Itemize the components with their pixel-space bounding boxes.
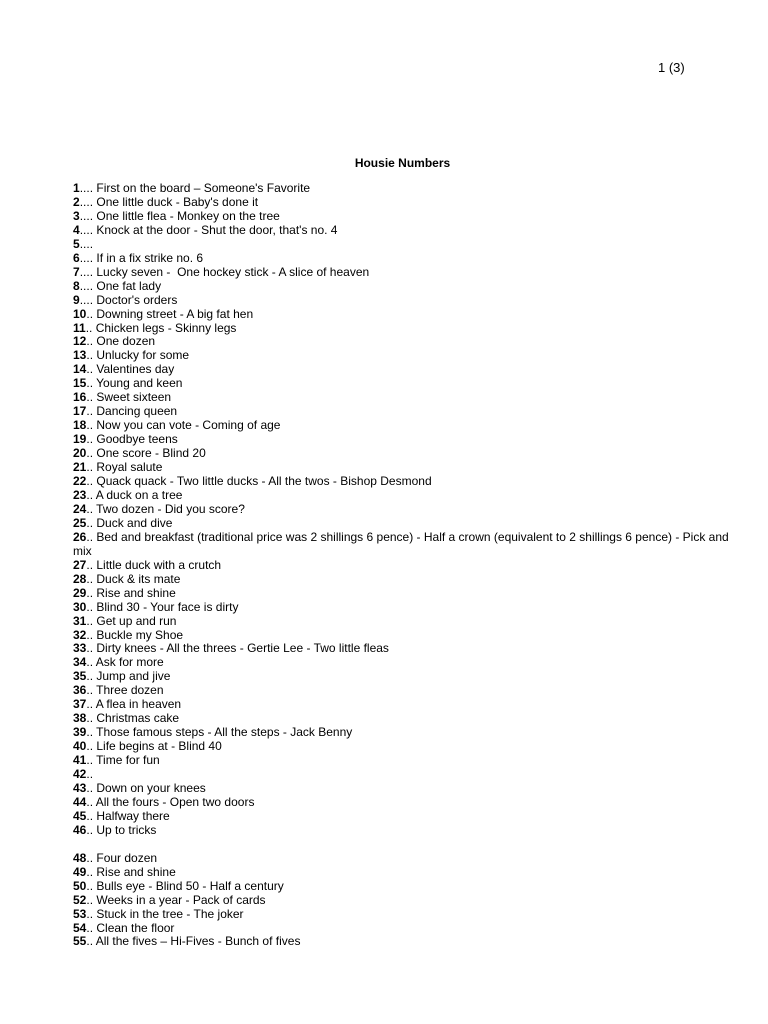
entry-separator: .. xyxy=(86,432,94,447)
entry-text: Those famous steps - All the steps - Jack Benny xyxy=(93,725,353,740)
list-item xyxy=(73,447,733,461)
list-item xyxy=(73,629,733,643)
entry-text: Quack quack - Two little ducks - All the twos - Bishop Desmond xyxy=(93,474,432,489)
list-item xyxy=(73,740,733,754)
entry-separator: .. xyxy=(86,446,94,461)
entry-text: One score - Blind 20 xyxy=(93,446,206,461)
list-item xyxy=(73,642,733,656)
entry-separator: .. xyxy=(86,613,94,628)
list-item xyxy=(73,587,733,601)
entry-separator: .. xyxy=(86,474,94,489)
entry-text: Ask for more xyxy=(93,655,164,670)
list-item xyxy=(73,796,733,810)
entry-separator: .. xyxy=(86,669,94,684)
blank-line xyxy=(73,838,733,852)
entry-number: 18 xyxy=(73,418,87,433)
entry-number: 44 xyxy=(73,794,87,809)
list-item xyxy=(73,670,733,684)
list-item xyxy=(73,433,733,447)
document-title: Housie Numbers xyxy=(354,156,451,170)
entry-text: Weeks in a year - Pack of cards xyxy=(93,892,266,907)
entry-number: 45 xyxy=(73,808,87,823)
entry-separator: .. xyxy=(86,753,94,768)
entry-separator: .. xyxy=(85,320,93,335)
entry-number: 14 xyxy=(73,362,87,377)
entry-text: Stuck in the tree - The joker xyxy=(93,906,244,921)
entry-separator: .. xyxy=(86,780,94,795)
entry-number: 23 xyxy=(73,487,87,502)
entry-separator: .. xyxy=(86,683,94,698)
entry-separator: .. xyxy=(86,920,94,935)
entry-text: One fat lady xyxy=(93,278,162,293)
entry-text: Three dozen xyxy=(93,683,164,698)
list-item xyxy=(73,531,733,559)
entry-separator: .. xyxy=(86,725,94,740)
entry-separator: .. xyxy=(86,599,94,614)
entry-separator: .. xyxy=(86,515,94,530)
list-item xyxy=(73,475,733,489)
entry-text: First on the board – Someone's Favorite xyxy=(93,181,311,195)
entry-text: A flea in heaven xyxy=(93,697,182,712)
entry-separator: .. xyxy=(86,864,94,879)
entry-text: Doctor's orders xyxy=(93,292,178,307)
entry-separator: .. xyxy=(86,878,94,893)
entry-text: Two dozen - Did you score? xyxy=(93,501,245,516)
entry-text: All the fives – Hi-Fives - Bunch of fives xyxy=(93,934,301,949)
entry-number: 29 xyxy=(73,585,87,600)
entry-text: Goodbye teens xyxy=(93,432,178,447)
entry-number: 15 xyxy=(73,376,87,391)
list-item xyxy=(73,182,733,196)
entry-text: Rise and shine xyxy=(93,864,176,879)
entry-text: Rise and shine xyxy=(93,585,176,600)
entry-number: 6 xyxy=(73,250,80,265)
list-item xyxy=(73,238,733,252)
entry-separator: .. xyxy=(86,376,94,391)
entry-text: Duck and dive xyxy=(93,515,173,530)
list-item xyxy=(73,712,733,726)
entry-number: 2 xyxy=(73,194,80,209)
entry-separator: .. xyxy=(86,571,94,586)
entry-number: 26 xyxy=(73,529,87,544)
entry-number: 33 xyxy=(73,641,87,656)
list-item xyxy=(73,656,733,670)
entry-number: 38 xyxy=(73,711,87,726)
housie-number-list xyxy=(73,182,733,949)
entry-number: 8 xyxy=(73,278,80,293)
entry-number: 50 xyxy=(73,878,87,893)
entry-separator: .. xyxy=(86,934,94,949)
list-item xyxy=(73,908,733,922)
entry-separator: .. xyxy=(86,767,94,782)
entry-separator: .. xyxy=(86,334,94,349)
list-item xyxy=(73,391,733,405)
entry-text: Sweet sixteen xyxy=(93,390,172,405)
entry-number: 34 xyxy=(73,655,87,670)
list-item xyxy=(73,726,733,740)
list-item xyxy=(73,503,733,517)
entry-text: Christmas cake xyxy=(93,711,180,726)
entry-separator: .. xyxy=(86,390,94,405)
entry-number: 17 xyxy=(73,404,87,419)
entry-separator: .. xyxy=(86,501,94,516)
entry-separator: .. xyxy=(86,892,94,907)
entry-number: 28 xyxy=(73,571,87,586)
entry-text: Lucky seven - One hockey stick - A slice of heaven xyxy=(93,264,370,279)
entry-text: Unlucky for some xyxy=(93,348,190,363)
list-item xyxy=(73,349,733,363)
entry-text: One dozen xyxy=(93,334,156,349)
list-item xyxy=(73,266,733,280)
list-item xyxy=(73,489,733,503)
entry-number: 11 xyxy=(73,320,86,335)
list-item xyxy=(73,573,733,587)
entry-separator: .. xyxy=(86,739,94,754)
entry-separator: .... xyxy=(79,222,94,237)
list-item xyxy=(73,935,733,949)
entry-number: 52 xyxy=(73,892,87,907)
list-item xyxy=(73,224,733,238)
list-item xyxy=(73,419,733,433)
entry-text: Dancing queen xyxy=(93,404,178,419)
list-item xyxy=(73,461,733,475)
list-item xyxy=(73,810,733,824)
entry-text: Now you can vote - Coming of age xyxy=(93,418,281,433)
entry-separator: .... xyxy=(79,278,94,293)
entry-separator: .. xyxy=(86,585,94,600)
list-item xyxy=(73,322,733,336)
list-item xyxy=(73,782,733,796)
entry-number: 35 xyxy=(73,669,87,684)
list-item xyxy=(73,922,733,936)
entry-separator: .... xyxy=(79,194,94,209)
entry-separator: .. xyxy=(86,850,94,865)
entry-number: 40 xyxy=(73,739,87,754)
list-item xyxy=(73,377,733,391)
entry-number: 7 xyxy=(73,264,80,279)
entry-number: 3 xyxy=(73,208,80,223)
entry-text: Get up and run xyxy=(93,613,177,628)
entry-text: Up to tricks xyxy=(93,822,157,837)
list-item xyxy=(73,684,733,698)
entry-separator: .. xyxy=(86,794,94,809)
entry-number: 49 xyxy=(73,864,87,879)
entry-number: 42 xyxy=(73,767,87,782)
list-item xyxy=(73,768,733,782)
entry-number: 13 xyxy=(73,348,87,363)
entry-number: 5 xyxy=(73,236,80,251)
list-item xyxy=(73,210,733,224)
entry-separator: .. xyxy=(86,460,94,475)
entry-text: Blind 30 - Your face is dirty xyxy=(93,599,239,614)
entry-number: 30 xyxy=(73,599,87,614)
entry-separator: .. xyxy=(86,529,94,544)
entry-number: 55 xyxy=(73,934,87,949)
entry-separator: .. xyxy=(86,641,94,656)
entry-text: Downing street - A big fat hen xyxy=(93,306,254,321)
list-item xyxy=(73,280,733,294)
entry-text: Dirty knees - All the threes - Gertie Lee - Two little fleas xyxy=(93,641,389,656)
entry-separator: .. xyxy=(86,906,94,921)
entry-number: 46 xyxy=(73,822,87,837)
list-item xyxy=(73,405,733,419)
entry-separator: .. xyxy=(86,822,94,837)
entry-text: A duck on a tree xyxy=(93,487,183,502)
list-item xyxy=(73,698,733,712)
entry-number: 39 xyxy=(73,725,87,740)
entry-separator: .. xyxy=(86,348,94,363)
entry-number: 43 xyxy=(73,780,87,795)
entry-number: 37 xyxy=(73,697,87,712)
entry-separator: .. xyxy=(86,557,94,572)
entry-separator: .. xyxy=(86,627,94,642)
list-item xyxy=(73,852,733,866)
entry-text: Jump and jive xyxy=(93,669,171,684)
entry-text: All the fours - Open two doors xyxy=(93,794,255,809)
entry-text: Down on your knees xyxy=(93,780,206,795)
entry-separator: .. xyxy=(86,306,94,321)
entry-number: 53 xyxy=(73,906,87,921)
list-item xyxy=(73,252,733,266)
entry-number: 48 xyxy=(73,850,87,865)
entry-separator: .... xyxy=(79,292,94,307)
entry-number: 16 xyxy=(73,390,87,405)
list-item xyxy=(73,363,733,377)
entry-number: 36 xyxy=(73,683,87,698)
entry-separator: .. xyxy=(86,655,94,670)
entry-text: One little duck - Baby's done it xyxy=(93,194,259,209)
entry-number: 9 xyxy=(73,292,80,307)
entry-text: Life begins at - Blind 40 xyxy=(93,739,222,754)
entry-number: 10 xyxy=(73,306,87,321)
entry-number: 31 xyxy=(73,613,87,628)
list-item xyxy=(73,196,733,210)
entry-text: If in a fix strike no. 6 xyxy=(93,250,204,265)
entry-text: Buckle my Shoe xyxy=(93,627,184,642)
entry-number: 32 xyxy=(73,627,87,642)
entry-text: Duck & its mate xyxy=(93,571,181,586)
entry-text: Knock at the door - Shut the door, that's no. 4 xyxy=(93,222,338,237)
list-item xyxy=(73,517,733,531)
entry-text: Bulls eye - Blind 50 - Half a century xyxy=(93,878,284,893)
list-item xyxy=(73,824,733,838)
list-item xyxy=(73,294,733,308)
entry-number: 54 xyxy=(73,920,87,935)
entry-separator: .... xyxy=(79,250,94,265)
list-item xyxy=(73,559,733,573)
entry-number: 12 xyxy=(73,334,87,349)
entry-text: Chicken legs - Skinny legs xyxy=(92,320,237,335)
entry-text: Young and keen xyxy=(93,376,183,391)
entry-number: 19 xyxy=(73,432,87,447)
entry-separator: .. xyxy=(86,487,94,502)
entry-separator: .... xyxy=(79,181,94,195)
list-item xyxy=(73,308,733,322)
entry-number: 4 xyxy=(73,222,80,237)
page-number: 1 (3) xyxy=(658,60,685,75)
entry-separator: .. xyxy=(86,711,94,726)
entry-number: 24 xyxy=(73,501,87,516)
entry-text: One little flea - Monkey on the tree xyxy=(93,208,280,223)
list-item xyxy=(73,866,733,880)
list-item xyxy=(73,615,733,629)
entry-separator: .. xyxy=(86,808,94,823)
entry-number: 27 xyxy=(73,557,87,572)
list-item xyxy=(73,601,733,615)
list-item xyxy=(73,754,733,768)
entry-number: 1 xyxy=(73,181,80,195)
entry-text: Little duck with a crutch xyxy=(93,557,222,572)
entry-number: 20 xyxy=(73,446,87,461)
list-item xyxy=(73,894,733,908)
entry-separator: .. xyxy=(86,418,94,433)
entry-number: 41 xyxy=(73,753,87,768)
list-item xyxy=(73,335,733,349)
entry-separator: .. xyxy=(86,404,94,419)
entry-text: Four dozen xyxy=(93,850,158,865)
entry-text: Time for fun xyxy=(93,753,160,768)
entry-text: Royal salute xyxy=(93,460,163,475)
entry-number: 25 xyxy=(73,515,87,530)
entry-text: Halfway there xyxy=(93,808,170,823)
entry-number: 21 xyxy=(73,460,87,475)
list-item xyxy=(73,880,733,894)
entry-separator: .... xyxy=(79,208,94,223)
entry-separator: .. xyxy=(86,362,94,377)
entry-number: 22 xyxy=(73,474,87,489)
entry-separator: .... xyxy=(79,236,94,251)
entry-text: Bed and breakfast (traditional price was 2 shillings 6 pence) - Half a crown (equivalent to 2 shillings 6 pence) - Pick and mix xyxy=(73,529,733,558)
entry-text: Valentines day xyxy=(93,362,175,377)
entry-separator: .. xyxy=(86,697,94,712)
entry-text: Clean the floor xyxy=(93,920,175,935)
entry-separator: .... xyxy=(79,264,94,279)
